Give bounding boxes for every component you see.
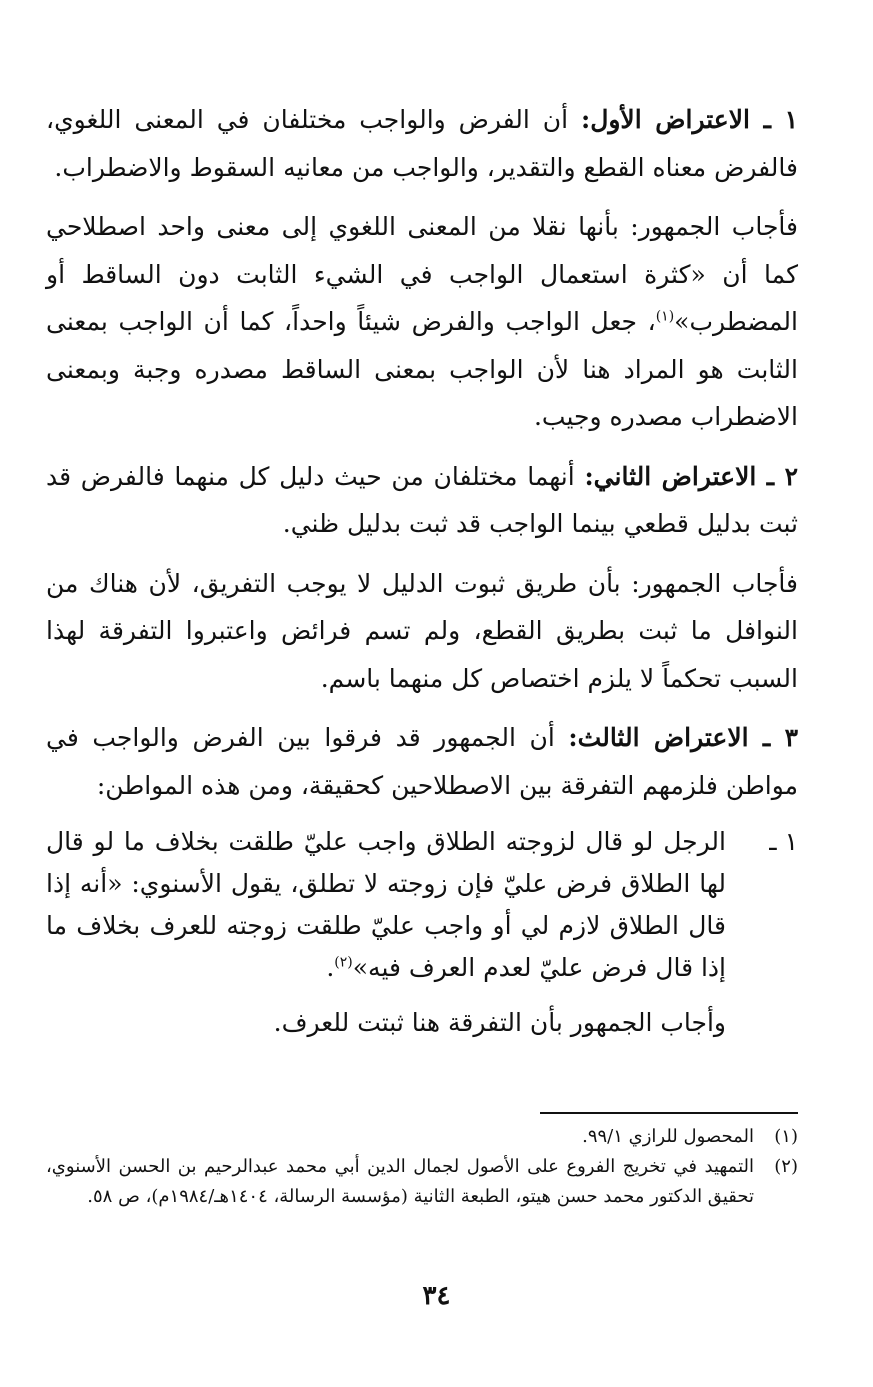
- list-item-number: ١ ـ: [769, 827, 798, 856]
- objection-2-paragraph: [46, 453, 798, 548]
- list-item-answer: وأجاب الجمهور بأن التفرقة هنا ثبتت للعرف.: [273, 1008, 726, 1037]
- page-number: ٣٤: [422, 1281, 451, 1311]
- answer-1-paragraph: [46, 203, 798, 441]
- footnote-text: المحصول للرازي ٩٩/١.: [582, 1126, 754, 1147]
- footnote-divider: [540, 1112, 798, 1114]
- objection-3-paragraph: [46, 714, 798, 809]
- footnote-number: (٢): [774, 1156, 798, 1177]
- list-item-body: الرجل لو قال لزوجته الطلاق واجب عليّ طلقت بخلاف ما لو قال لها الطلاق فرض عليّ فإن زوجته لا تطلق، يقول الأسنوي: «أنه إذا قال الطلاق لازم لي أو واجب عليّ طلقت زوجته للعرف بخلاف ما إذا قال فرض عليّ لعدم العرف فيه»: [46, 827, 726, 982]
- footnote-number: (١): [774, 1126, 798, 1147]
- objection-2-heading: ٢ ـ الاعتراض الثاني:: [584, 461, 799, 491]
- footnote-text: التمهيد في تخريج الفروع على الأصول لجمال الدين أبي محمد عبدالرحيم بن الحسن الأسنوي، تحقيق الدكتور محمد حسن هيتو، الطبعة الثانية (مؤسسة الرسالة، ١٤٠٤هـ/١٩٨٤م)، ص ٥٨.: [46, 1156, 754, 1207]
- list-item: [46, 821, 798, 989]
- objection-3-text: أن الجمهور قد فرقوا بين الفرض والواجب في مواطن فلزمهم التفرقة بين الاصطلاحين كحقيقة، ومن هذه المواطن:: [46, 723, 798, 800]
- page-body: [46, 96, 798, 1046]
- objection-1-paragraph: [46, 96, 798, 191]
- objection-2-text: أنهما مختلفان من حيث دليل كل منهما فالفرض قد ثبت بدليل قطعي بينما الواجب قد ثبت بدليل ظني.: [46, 461, 798, 538]
- footnote-ref-2: (٢): [334, 954, 353, 971]
- list-item-text: [46, 821, 726, 989]
- objection-1-text: أن الفرض والواجب مختلفان في المعنى اللغوي، فالفرض معناه القطع والتقدير، والواجب من معانيه السقوط والاضطراب.: [46, 105, 798, 182]
- footnote: [46, 1152, 798, 1212]
- answer-1-text: فأجاب الجمهور: بأنها نقلا من المعنى اللغوي إلى معنى واحد اصطلاحي كما أن «كثرة استعمال الواجب في الشيء الثابت دون الساقط أو المضطرب»: [46, 212, 798, 336]
- answer-1-text-continued: ، جعل الواجب والفرض شيئاً واحداً، كما أن الواجب بمعنى الثابت هو المراد هنا لأن الواجب بمعنى الساقط مصدره وجبة وبمعنى الاضطراب مصدره وجيب.: [46, 307, 798, 431]
- list-item-end: .: [326, 953, 335, 982]
- footnote: [46, 1122, 798, 1152]
- answer-2-paragraph: فأجاب الجمهور: بأن طريق ثبوت الدليل لا يوجب التفريق، لأن هناك من النوافل ما ثبت بطريق القطع، ولم تسم فرائض واعتبروا التفرقة لهذا السبب تحكماً لا يلزم اختصاص كل منهما باسم.: [46, 568, 798, 693]
- objection-1-heading: ١ ـ الاعتراض الأول:: [580, 105, 798, 134]
- objection-3-heading: ٣ ـ الاعتراض الثالث:: [568, 723, 798, 752]
- footnote-ref-1: (١): [655, 308, 675, 325]
- footnotes: [46, 1122, 798, 1212]
